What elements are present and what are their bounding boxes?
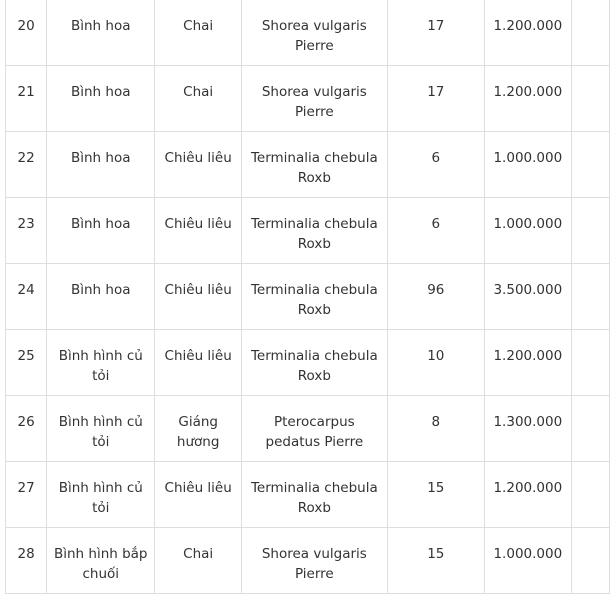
item-name-cell: Bình hoa [47,132,155,198]
wood-type-cell: Chai [155,0,242,66]
row-number-cell: 20 [6,0,47,66]
table-body [6,0,610,594]
price-cell: 1.000.000 [485,132,572,198]
price-cell: 1.000.000 [485,528,572,594]
item-name-cell: Bình hình bắp chuối [47,528,155,594]
quantity-cell: 8 [387,396,484,462]
quantity-cell: 17 [387,66,484,132]
scientific-name-cell: Terminalia chebula Roxb [242,330,387,396]
price-cell: 1.200.000 [485,0,572,66]
table-row [6,330,610,396]
price-cell: 1.000.000 [485,198,572,264]
row-number-cell: 22 [6,132,47,198]
empty-cell [571,198,609,264]
item-name-cell: Bình hoa [47,0,155,66]
quantity-cell: 15 [387,462,484,528]
quantity-cell: 17 [387,0,484,66]
price-cell: 1.300.000 [485,396,572,462]
table-row [6,264,610,330]
product-table [5,0,610,594]
price-cell: 3.500.000 [485,264,572,330]
scientific-name-cell: Terminalia chebula Roxb [242,198,387,264]
empty-cell [571,0,609,66]
scientific-name-cell: Terminalia chebula Roxb [242,462,387,528]
scientific-name-cell: Terminalia chebula Roxb [242,132,387,198]
product-table-container [5,0,610,594]
table-row [6,132,610,198]
row-number-cell: 28 [6,528,47,594]
empty-cell [571,66,609,132]
empty-cell [571,264,609,330]
item-name-cell: Bình hoa [47,198,155,264]
price-cell: 1.200.000 [485,330,572,396]
item-name-cell: Bình hình củ tỏi [47,330,155,396]
wood-type-cell: Chai [155,66,242,132]
row-number-cell: 21 [6,66,47,132]
quantity-cell: 96 [387,264,484,330]
scientific-name-cell: Shorea vulgaris Pierre [242,66,387,132]
quantity-cell: 15 [387,528,484,594]
quantity-cell: 6 [387,198,484,264]
item-name-cell: Bình hình củ tỏi [47,396,155,462]
wood-type-cell: Chiêu liêu [155,462,242,528]
wood-type-cell: Chai [155,528,242,594]
price-cell: 1.200.000 [485,462,572,528]
quantity-cell: 6 [387,132,484,198]
wood-type-cell: Chiêu liêu [155,264,242,330]
quantity-cell: 10 [387,330,484,396]
wood-type-cell: Chiêu liêu [155,132,242,198]
table-row [6,396,610,462]
table-row [6,462,610,528]
row-number-cell: 25 [6,330,47,396]
item-name-cell: Bình hình củ tỏi [47,462,155,528]
table-row [6,66,610,132]
empty-cell [571,396,609,462]
wood-type-cell: Chiêu liêu [155,330,242,396]
item-name-cell: Bình hoa [47,264,155,330]
empty-cell [571,132,609,198]
wood-type-cell: Giáng hương [155,396,242,462]
price-cell: 1.200.000 [485,66,572,132]
empty-cell [571,462,609,528]
row-number-cell: 23 [6,198,47,264]
table-row [6,198,610,264]
wood-type-cell: Chiêu liêu [155,198,242,264]
table-row [6,528,610,594]
row-number-cell: 26 [6,396,47,462]
table-row [6,0,610,66]
row-number-cell: 27 [6,462,47,528]
scientific-name-cell: Terminalia chebula Roxb [242,264,387,330]
scientific-name-cell: Pterocarpus pedatus Pierre [242,396,387,462]
item-name-cell: Bình hoa [47,66,155,132]
scientific-name-cell: Shorea vulgaris Pierre [242,528,387,594]
empty-cell [571,330,609,396]
row-number-cell: 24 [6,264,47,330]
empty-cell [571,528,609,594]
scientific-name-cell: Shorea vulgaris Pierre [242,0,387,66]
